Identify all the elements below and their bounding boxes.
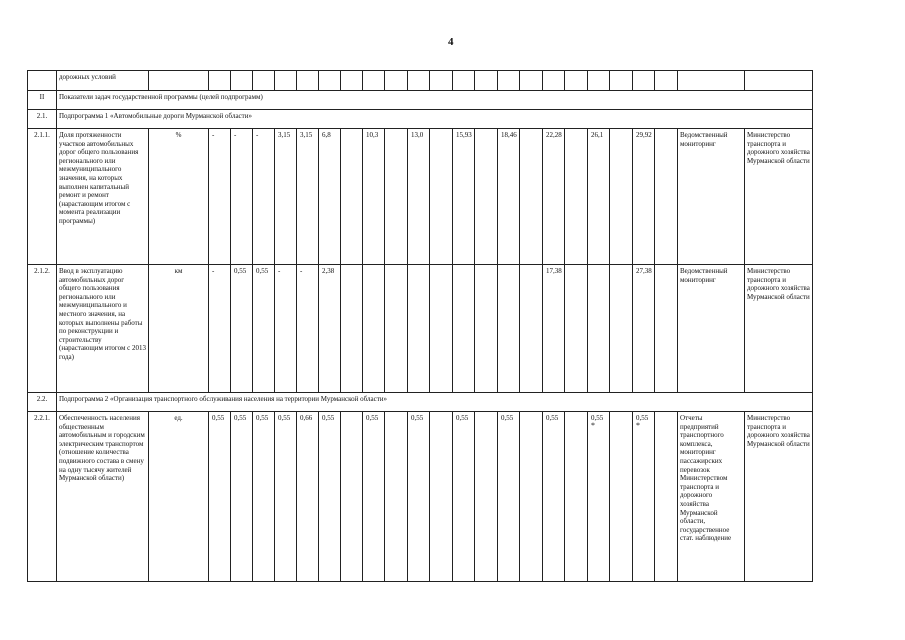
value-cell: 17,38 (543, 265, 565, 393)
value-cell: 13,0 (408, 129, 430, 265)
value-cell-starred (633, 412, 655, 582)
indicator-name: Доля протяженности участков автомобильных дорог общего пользования регионального или межмуниципального значения, на которых выполнен капитальный ремонт и ремонт (нарастающим итогом с момента реализации программы) (57, 129, 149, 265)
indicators-table (27, 70, 813, 582)
value-cell: - (231, 129, 253, 265)
section-num: II (28, 91, 57, 110)
value-cell: 18,46 (498, 129, 520, 265)
table-row-continuation (28, 71, 813, 91)
value-cell (475, 129, 498, 265)
value-cell: 0,55 (543, 412, 565, 582)
value-cell: 0,55 (209, 412, 231, 582)
value-cell: 0,55 (275, 412, 297, 582)
responsible: Министерство транспорта и дорожного хозяйства Мурманской области (745, 412, 813, 582)
data-source: Ведомственный мониторинг (678, 129, 745, 265)
value-cell (610, 129, 633, 265)
value-cell: 15,93 (453, 129, 475, 265)
value-cell: 0,55 (231, 412, 253, 582)
value-cell: - (297, 265, 319, 393)
footnote-mark: * (636, 420, 640, 430)
value-cell (520, 265, 543, 393)
table-row-2-1-1 (28, 129, 813, 265)
value-cell (565, 265, 588, 393)
value-cell (475, 265, 498, 393)
value-cell: 6,8 (319, 129, 341, 265)
row-num: 2.1.1. (28, 129, 57, 265)
value-cell: 0,55 (408, 412, 430, 582)
subprogram-row-2-1 (28, 110, 813, 129)
page-number: 4 (448, 36, 454, 48)
value-cell: 0,55 (453, 412, 475, 582)
row-num: 2.2.1. (28, 412, 57, 582)
value-cell: 0,55 (231, 265, 253, 393)
value-cell (341, 265, 363, 393)
value-cell (430, 265, 453, 393)
value-cell (341, 129, 363, 265)
value-cell: 0,66 (297, 412, 319, 582)
value-cell: - (253, 129, 275, 265)
subprogram-num: 2.1. (28, 110, 57, 129)
value-cell (385, 129, 408, 265)
value-cell (385, 265, 408, 393)
cell-num (28, 71, 57, 91)
table-row-2-1-2 (28, 265, 813, 393)
value-cell (430, 129, 453, 265)
value-cell: 0,55 (363, 412, 385, 582)
subprogram-title: Подпрограмма 1 «Автомобильные дороги Мурманской области» (57, 110, 813, 129)
value-cell (610, 412, 633, 582)
unit: ед. (149, 412, 209, 582)
value-cell-starred (588, 412, 610, 582)
value-cell (655, 265, 678, 393)
section-row-II (28, 91, 813, 110)
value-cell (385, 412, 408, 582)
value-cell (430, 412, 453, 582)
value-cell (520, 412, 543, 582)
data-source: Отчеты предприятий транспортного комплекса, мониторинг пассажирских перевозок Министерством транспорта и дорожного хозяйства Мурманской области, государственное стат. наблюдение (678, 412, 745, 582)
value-cell: - (275, 265, 297, 393)
value-cell (475, 412, 498, 582)
table-row-2-2-1 (28, 412, 813, 582)
indicator-name: Обеспеченность населения общественным автомобильным и городским электрическим транспортом (отношение количества подвижного состава в смену на одну тысячу жителей Мурманской области) (57, 412, 149, 582)
value-cell (655, 129, 678, 265)
value-cell (565, 412, 588, 582)
responsible: Министерство транспорта и дорожного хозяйства Мурманской области (745, 129, 813, 265)
unit: % (149, 129, 209, 265)
value-cell: 0,55 (319, 412, 341, 582)
cell-name: дорожных условий (57, 71, 149, 91)
value-cell: 0,55 (253, 412, 275, 582)
row-num: 2.1.2. (28, 265, 57, 393)
value-cell (408, 265, 430, 393)
value-cell (588, 265, 610, 393)
value-cell: - (209, 265, 231, 393)
subprogram-num: 2.2. (28, 393, 57, 412)
subprogram-title: Подпрограмма 2 «Организация транспортного обслуживания населения на территории Мурманской области» (57, 393, 813, 412)
value-cell (565, 129, 588, 265)
value-cell (453, 265, 475, 393)
indicator-name: Ввод в эксплуатацию автомобильных дорог общего пользования регионального или межмуниципального и местного значения, на которых выполнены работы по реконструкции и строительству (нарастающим итогом с 2013 года) (57, 265, 149, 393)
value-cell (363, 265, 385, 393)
value-cell: 26,1 (588, 129, 610, 265)
value-cell (655, 412, 678, 582)
value-text: 0,55 (591, 414, 604, 422)
value-cell (341, 412, 363, 582)
data-source: Ведомственный мониторинг (678, 265, 745, 393)
subprogram-row-2-2 (28, 393, 813, 412)
value-cell: 22,28 (543, 129, 565, 265)
value-cell: 0,55 (253, 265, 275, 393)
responsible: Министерство транспорта и дорожного хозяйства Мурманской области (745, 265, 813, 393)
value-cell: - (209, 129, 231, 265)
value-cell: 29,92 (633, 129, 655, 265)
value-cell (520, 129, 543, 265)
value-cell (610, 265, 633, 393)
section-title: Показатели задач государственной программы (целей подпрограмм) (57, 91, 813, 110)
unit: км (149, 265, 209, 393)
value-text: 0,55 (636, 414, 649, 422)
value-cell: 27,38 (633, 265, 655, 393)
value-cell: 3,15 (297, 129, 319, 265)
footnote-mark: * (591, 420, 595, 430)
value-cell: 2,38 (319, 265, 341, 393)
value-cell: 3,15 (275, 129, 297, 265)
value-cell (498, 265, 520, 393)
value-cell: 10,3 (363, 129, 385, 265)
value-cell: 0,55 (498, 412, 520, 582)
